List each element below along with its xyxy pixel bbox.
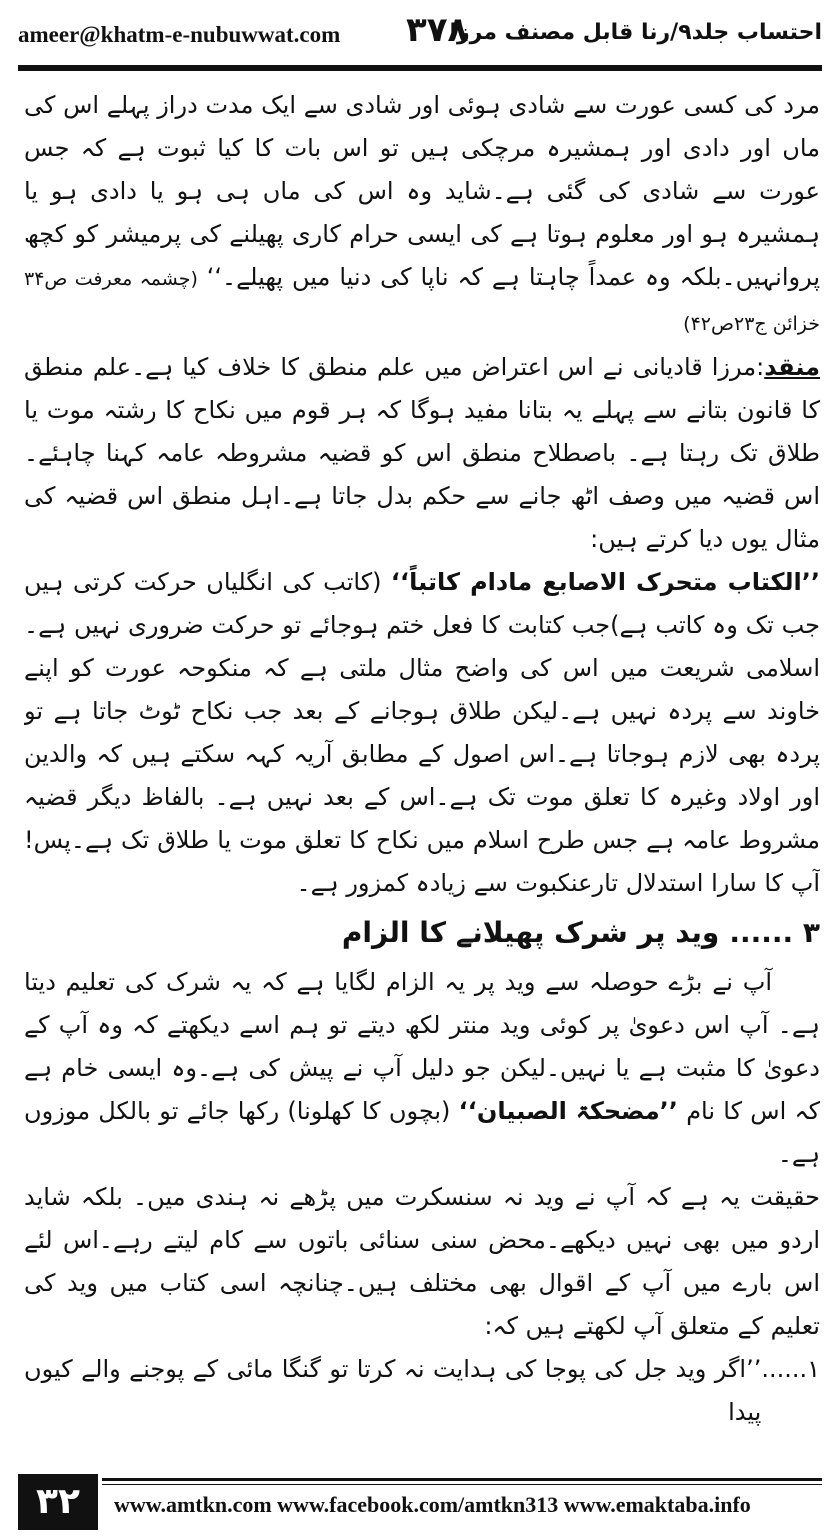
accusation-text: آپ نے بڑے حوصلہ سے وید پر یہ الزام لگایا ہے کہ یہ شرک کی تعلیم دیتا ہے۔ آپ اس دعویٰ پر کوئی وید منتر لکھ دیتے تو ہم اسے دیکھتے کہ وہ آپ کے دعویٰ کا مثبت ہے یا نہیں۔لیکن جو دلیل آپ نے پیش کی ہے۔وہ ایسی خام ہے کہ اس کا نام: [24, 968, 820, 1125]
header-page-number: ۳۷۸: [406, 10, 469, 50]
paragraph-reality: [24, 1176, 820, 1348]
accusation-tail: (بچوں کا کھلونا) رکھا جائے تو بالکل موزوں ہے۔: [24, 1097, 820, 1168]
section-number: ۳ ......: [729, 916, 820, 949]
header-book-title: احتساب جلد۹/رنا قابل مصنف مرزا: [449, 20, 822, 45]
paragraph-critic: [24, 346, 820, 561]
item-1-number: ۱......: [761, 1355, 820, 1383]
page-footer: [18, 1472, 822, 1534]
footer-links: www.amtkn.com www.facebook.com/amtkn313 www.emaktaba.info: [114, 1492, 751, 1517]
example-text: (کاتب کی انگلیاں حرکت کرتی ہیں جب تک وہ کاتب ہے)جب کتابت کا فعل ختم ہوجائے تو حرکت ضروری نہیں ہے۔اسلامی شریعت میں اس کی واضح مثال ملتی ہے کہ منکوحہ عورت کو اپنے خاوند سے پردہ نہیں ہے۔لیکن طلاق ہوجانے کے بعد جب نکاح ٹوٹ جاتا ہے تو پردہ بھی لازم ہوجاتا ہے۔اس اصول کے مطابق آریہ کہہ سکتے ہیں کہ والدین اور اولاد وغیرہ کا تعلق موت تک ہے۔اس کے بعد نہیں ہے۔ بالفاظ دیگر قضیہ مشروط عامہ ہے جس طرح اسلام میں نکاح کا تعلق موت یا طلاق تک ہے۔پس! آپ کا سارا استدلال تارعنکبوت سے زیادہ کمزور ہے۔: [24, 568, 820, 897]
arabic-maxim: ’’الکتاب متحرک الاصابع مادام کاتباً‘‘: [390, 568, 820, 596]
item-1-text: ’’اگر وید جل کی پوجا کی ہدایت نہ کرتا تو گنگا مائی کے پوجنے والے کیوں پیدا: [24, 1355, 762, 1426]
footer-rule-thin: [102, 1484, 822, 1485]
arabic-phrase: ’’مضحکۃ الصبیان‘‘: [458, 1097, 678, 1125]
quote-text: مرد کی کسی عورت سے شادی ہوئی اور شادی سے ایک مدت دراز پہلے اس کی ماں اور دادی اور ہمشیرہ مرچکی ہیں تو اس بات کا کیا ثبوت ہے کہ جس عورت سے شادی کی گئی ہے۔شاید وہ اس کی ماں ہی ہو یا دادی ہو یا ہمشیرہ ہو اور معلوم ہوتا ہے کی ایسی حرام کاری پھیلنے کی پرمیشر کو کچھ پروانہیں۔بلکہ وہ عمداً چاہتا ہے کہ ناپا کی دنیا میں پھیلے۔‘‘: [24, 91, 820, 291]
footer-rule: [102, 1478, 822, 1481]
paragraph-accusation: [24, 961, 820, 1176]
quote-reference: (چشمہ معرفت ص۳۴ خزائن ج۲۳ص۴۲): [24, 268, 820, 335]
section-heading: [24, 905, 820, 961]
page-header: [18, 8, 822, 64]
reality-text: حقیقت یہ ہے کہ آپ نے وید نہ سنسکرت میں پڑھے نہ ہندی میں۔ بلکہ شاید اردو میں بھی نہیں دیکھے۔محض سنی سنائی باتوں سے کام لیتے رہے۔اس لئے اس بارے میں آپ کے اقوال بھی مختلف ہیں۔چنانچہ اسی کتاب میں وید کی تعلیم کے متعلق آپ لکھتے ہیں کہ:: [24, 1183, 820, 1340]
section-title: وید پر شرک پھیلانے کا الزام: [341, 916, 720, 949]
paragraph-quote: [24, 84, 820, 346]
critic-label: منقد: [764, 353, 820, 381]
header-rule: [18, 65, 822, 71]
paragraph-arabic-example: [24, 561, 820, 905]
paragraph-item-1: [24, 1348, 820, 1434]
page-body: [24, 84, 820, 1446]
footer-page-number: ۳۲: [18, 1474, 98, 1530]
header-email: ameer@khatm-e-nubuwwat.com: [18, 22, 341, 47]
critic-text: :مرزا قادیانی نے اس اعتراض میں علم منطق کا خلاف کیا ہے۔علم منطق کا قانون بتانے سے پہلے یہ بتانا مفید ہوگا کہ ہر قوم میں نکاح کا رشتہ موت یا طلاق تک رہتا ہے۔ باصطلاح منطق اس کو قضیہ مشروطہ عامہ کہنا چاہئے۔اس قضیہ میں وصف اٹھ جانے سے حکم بدل جاتا ہے۔اہل منطق اس قضیہ کی مثال یوں دیا کرتے ہیں:: [24, 353, 820, 553]
